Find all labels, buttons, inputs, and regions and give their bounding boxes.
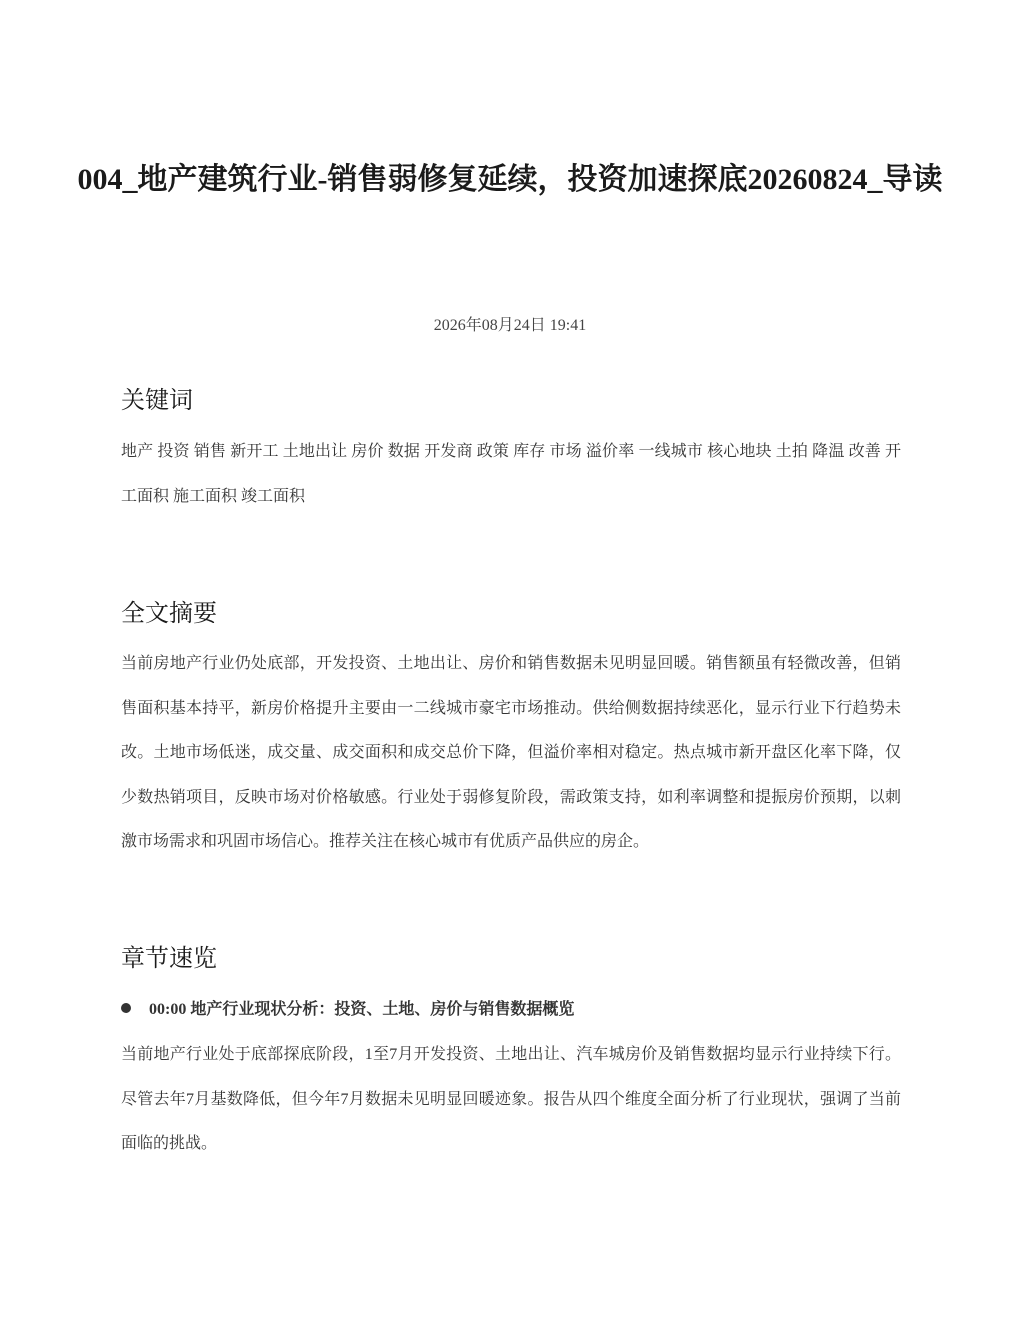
document-title-text: 004_地产建筑行业-销售弱修复延续，投资加速探底20260824_导读 (77, 163, 943, 196)
chapters-heading: 章节速览 (121, 946, 217, 972)
keywords-heading: 关键词 (121, 388, 193, 414)
chapter-item-title (121, 996, 901, 1019)
document-title (0, 140, 1020, 220)
document-date: 2026年08月24日 19:41 (433, 317, 587, 334)
chapter-item-text: 当前地产行业处于底部探底阶段，1至7月开发投资、土地出让、汽车城房价及销售数据均显示行业持续下行。尽管去年7月基数降低，但今年7月数据未见明显回暖迹象。报告从四个维度全面分析了行业现状，强调了当前面临的挑战。 (121, 1046, 901, 1153)
chapter-title-text: 00:00 地产行业现状分析：投资、土地、房价与销售数据概览 (149, 1001, 575, 1018)
keywords-text: 地产 投资 销售 新开工 土地出让 房价 数据 开发商 政策 库存 市场 溢价率 一线城市 核心地块 土拍 降温 改善 开工面积 施工面积 竣工面积 (121, 443, 901, 505)
summary-text: 当前房地产行业仍处底部，开发投资、土地出让、房价和销售数据未见明显回暖。销售额虽有轻微改善，但销售面积基本持平，新房价格提升主要由一二线城市豪宅市场推动。供给侧数据持续恶化，显示行业下行趋势未改。土地市场低迷，成交量、成交面积和成交总价下降，但溢价率相对稳定。热点城市新开盘区化率下降，仅少数热销项目，反映市场对价格敏感。行业处于弱修复阶段，需政策支持，如利率调整和提振房价预期，以刺激市场需求和巩固市场信心。推荐关注在核心城市有优质产品供应的房企。 (121, 655, 901, 851)
bullet-icon (121, 1003, 131, 1013)
summary-heading: 全文摘要 (121, 601, 217, 627)
